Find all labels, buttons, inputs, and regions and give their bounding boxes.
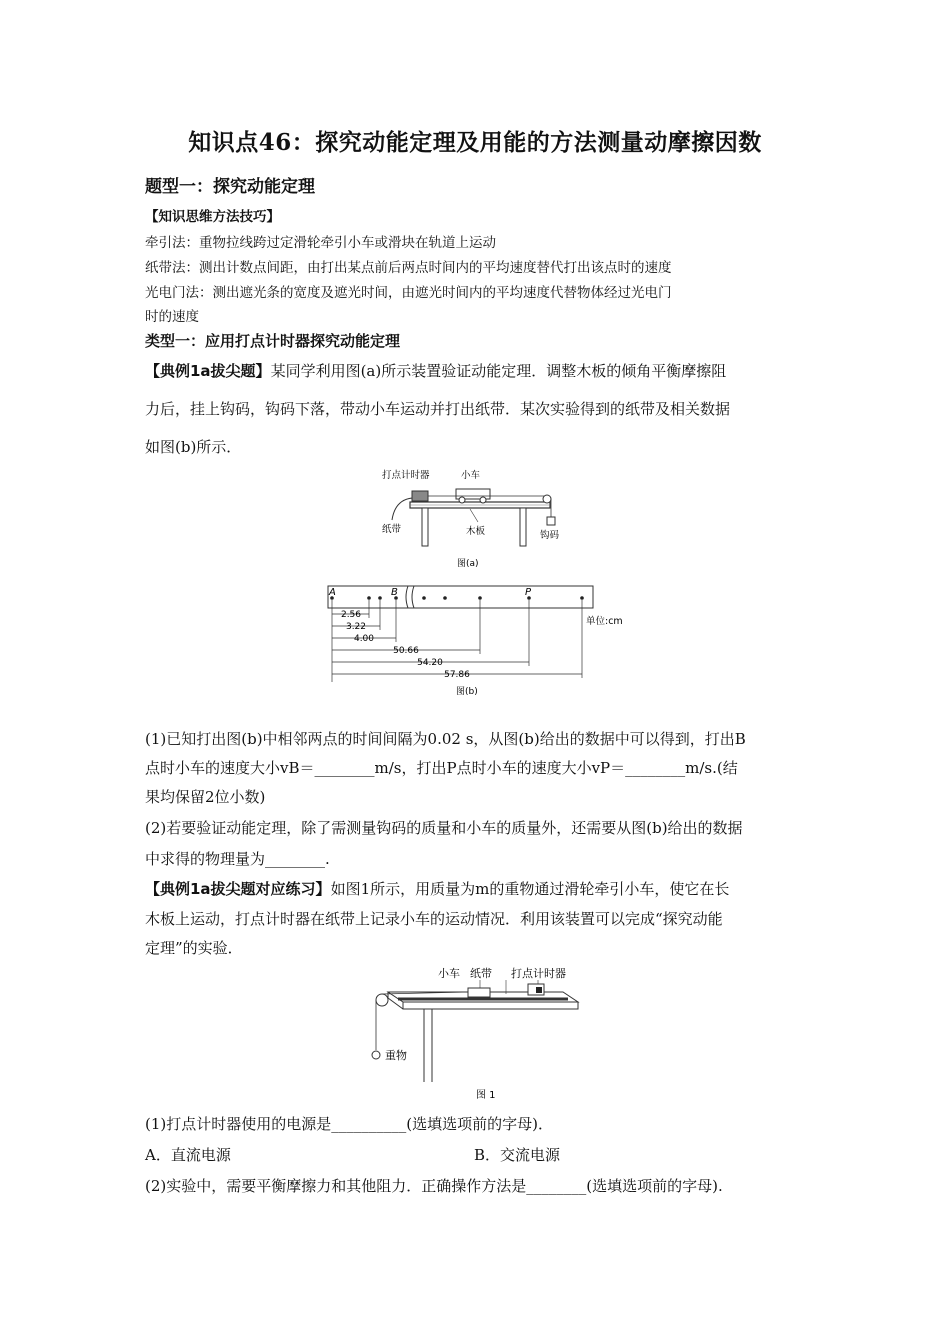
figure-a	[370, 465, 580, 570]
tips-line-1: 牵引法：重物拉线跨过定滑轮牵引小车或滑块在轨道上运动	[145, 235, 496, 251]
p1-question: (1)打点计时器使用的电源是__________(选填选项前的字母)．	[145, 1115, 553, 1133]
figure-b	[318, 578, 638, 700]
example1-line-1	[145, 360, 810, 381]
q2-line-1: (2)若要验证动能定理，除了需测量钩码的质量和小车的质量外，还需要从图(b)给出的数据	[145, 819, 743, 837]
p1-option-a: A．直流电源	[145, 1146, 231, 1164]
figure-b-drawing	[318, 578, 638, 700]
fig1-weight-label: 重物	[385, 1049, 407, 1062]
example1-line-3: 如图(b)所示．	[145, 438, 242, 456]
example1-text-1: 某同学利用图(a)所示装置验证动能定理．调整木板的倾角平衡摩擦阻	[270, 362, 727, 380]
page-title: 知识点46：探究动能定理及用能的方法测量动摩擦因数	[188, 129, 762, 156]
fig-a-cart-label: 小车	[461, 470, 481, 481]
fig1-tape-label: 纸带	[470, 967, 492, 980]
fig-b-dist-5: 54.20	[417, 658, 443, 668]
practice-line-2: 木板上运动，打点计时器在纸带上记录小车的运动情况．利用该装置可以完成“探究动能	[145, 910, 723, 928]
fig-b-dist-2: 3.22	[345, 622, 367, 632]
tips-header: 【知识思维方法技巧】	[145, 209, 280, 225]
fig-b-caption: 图(b)	[456, 687, 478, 697]
q1-line-3: 果均保留2位小数)	[145, 788, 266, 806]
q1-line-2: 点时小车的速度大小vB＝________m/s，打出P点时小车的速度大小vP＝________m/s.(结	[145, 759, 738, 777]
fig1-cart-label: 小车	[438, 967, 460, 980]
fig1-caption: 图 1	[476, 1090, 496, 1101]
fig-b-point-b: B	[391, 587, 398, 598]
fig-b-dist-1: 2.56	[340, 610, 362, 620]
fig-a-tape-label: 纸带	[382, 524, 402, 535]
tips-line-2: 纸带法：测出计数点间距，由打出某点前后两点时间内的平均速度替代打出该点时的速度	[145, 260, 672, 276]
fig-b-point-a: A	[329, 587, 336, 598]
fig-a-board-label: 木板	[466, 526, 486, 537]
fig1-timer-label: 打点计时器	[511, 967, 566, 980]
figure-a-drawing	[370, 465, 580, 570]
q2-line-2: 中求得的物理量为________.	[145, 850, 330, 868]
practice-text-1: 如图1所示，用质量为m的重物通过滑轮牵引小车，使它在长	[330, 880, 730, 898]
fig-a-caption: 图(a)	[457, 559, 479, 569]
q1-line-1: (1)已知打出图(b)中相邻两点的时间间隔为0.02 s，从图(b)给出的数据中可以得到，打出B	[145, 730, 746, 748]
fig-b-dist-3: 4.00	[353, 634, 375, 644]
tips-line-4: 时的速度	[145, 309, 199, 325]
fig-b-point-p: P	[525, 587, 532, 598]
fig-a-timer-label: 打点计时器	[382, 470, 430, 481]
practice-tag: 【典例1a拔尖题对应练习】	[145, 880, 331, 898]
practice-line-3: 定理”的实验．	[145, 939, 243, 957]
p1-option-b: B．交流电源	[474, 1146, 561, 1164]
tips-line-3: 光电门法：测出遮光条的宽度及遮光时间，由遮光时间内的平均速度代替物体经过光电门	[145, 285, 672, 301]
example1-line-2: 力后，挂上钩码，钩码下落，带动小车运动并打出纸带．某次实验得到的纸带及相关数据	[145, 400, 731, 418]
type1-title: 类型一：应用打点计时器探究动能定理	[145, 332, 401, 350]
practice-line-1	[145, 878, 810, 899]
p2-question: (2)实验中，需要平衡摩擦力和其他阻力．正确操作方法是________(选填选项前的字母).	[145, 1177, 723, 1195]
fig-b-dist-6: 57.86	[444, 670, 470, 680]
section-title: 题型一：探究动能定理	[145, 177, 315, 197]
fig-b-unit: 单位:cm	[586, 616, 623, 627]
fig-a-weight-label: 钩码	[540, 530, 560, 541]
fig-b-dist-4: 50.66	[393, 646, 419, 656]
figure-1	[368, 962, 583, 1104]
example1-tag: 【典例1a拔尖题】	[145, 362, 271, 380]
figure-1-drawing	[368, 962, 583, 1104]
